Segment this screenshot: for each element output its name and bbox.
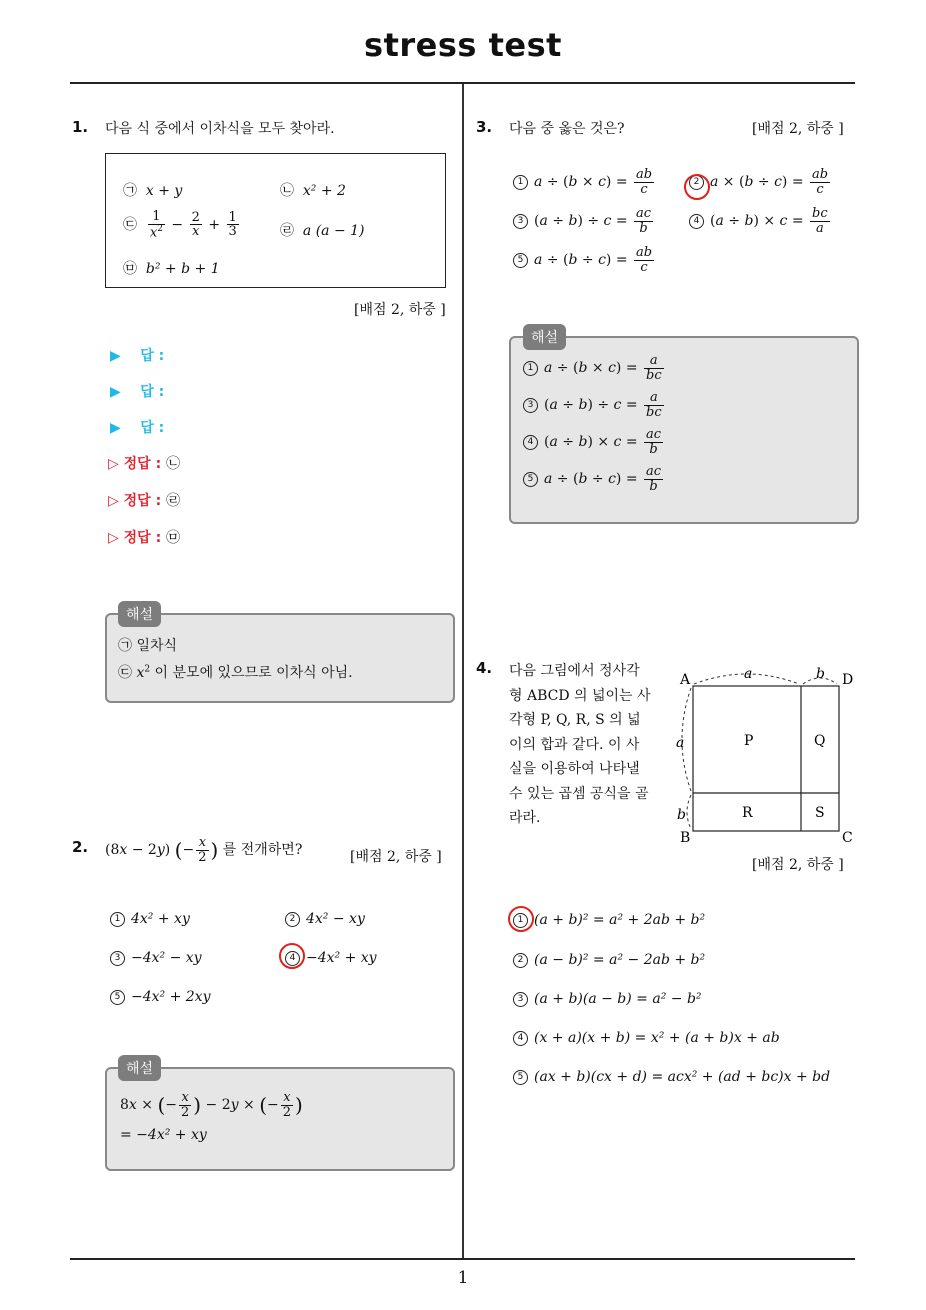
q3-solution-line2: 3 (a ÷ b) ÷ c = $\frac{a}{bc}$ xyxy=(523,391,666,419)
q2-score: [배점 2, 하중 ] xyxy=(350,849,442,865)
q1-option-1 xyxy=(123,180,182,200)
q3-solution-line3: 4 (a ÷ b) × c = $\frac{ac}{b}$ xyxy=(523,428,665,456)
q4-score: [배점 2, 하중 ] xyxy=(752,857,844,873)
q1-solution-line1: ㉠ 일차식 xyxy=(118,638,178,654)
outline-arrow-icon: ▷ xyxy=(108,456,119,472)
corner-d: D xyxy=(842,672,854,688)
q1-answer-blank-label: 답 : xyxy=(140,348,165,364)
column-divider xyxy=(462,84,464,1258)
q3-solution-label: 해설 xyxy=(523,324,566,350)
circled-2-icon: 2 xyxy=(689,175,704,190)
q1-solution-box xyxy=(105,613,455,703)
q1-options-box xyxy=(105,153,446,288)
bottom-rule xyxy=(70,1258,855,1260)
circled-4-icon: 4 xyxy=(689,214,704,229)
q4-option-3: 3 (a + b)(a − b) = a² − b² xyxy=(513,991,702,1007)
q4-text: 다음 그림에서 정사각 형 ABCD 의 넓이는 사 각형 P, Q, R, S 의 넓 이의 합과 같다. 이 사 실을 이용하여 나타낼 수 있는 곱셈 공식을 골 라라. xyxy=(509,663,651,826)
q2-solution-line1: 8x × (− $\frac{x}{2}$ ) − 2y × (− $\frac{x}{2}$ ) xyxy=(120,1090,303,1120)
label-left-b: b xyxy=(677,807,686,823)
q2-option-2: 2 4x² − xy xyxy=(285,911,365,927)
q1-option-3-frac2: $\frac{2}{x}$ xyxy=(191,209,200,240)
brace-left-b xyxy=(687,795,691,829)
region-r: R xyxy=(742,805,753,821)
circled-1-icon: 1 xyxy=(513,913,528,928)
q1-correct-label: 정답 : xyxy=(123,456,162,472)
q2-number: 2. xyxy=(72,838,89,856)
q4-option-5: 5 (ax + b)(cx + d) = acx² + (ad + bc)x + bd xyxy=(513,1069,830,1085)
corner-c: C xyxy=(842,830,853,845)
q1-option-3-marker: ㉢ xyxy=(123,216,137,233)
label-left-a: a xyxy=(676,735,685,751)
play-arrow-icon: ▶ xyxy=(110,420,121,436)
q1-correct-value: ㉡ xyxy=(166,456,181,472)
q1-score: [배점 2, 하중 ] xyxy=(354,302,446,318)
play-arrow-icon: ▶ xyxy=(110,384,121,400)
q1-option-2-marker: ㉡ xyxy=(280,183,294,199)
q1-text: 다음 식 중에서 이차식을 모두 찾아라. xyxy=(105,121,335,137)
corner-b: B xyxy=(680,830,691,845)
q1-option-3-frac1: $\frac{1}{x^2}$ xyxy=(149,209,163,240)
q1-answer-blank-2 xyxy=(110,381,164,401)
q1-correct-value: ㉤ xyxy=(166,530,181,546)
q3-option-3: 3 (a ÷ b) ÷ c = $\frac{ac}{b}$ xyxy=(513,207,655,235)
circled-3-icon: 3 xyxy=(513,214,528,229)
circled-4-icon: 4 xyxy=(285,951,300,966)
q3-solution-line1: 1 a ÷ (b × c) = $\frac{a}{bc}$ xyxy=(523,354,666,382)
q3-score: [배점 2, 하중 ] xyxy=(752,121,844,137)
q3-solution-box xyxy=(509,336,859,524)
q4-answer-mark-icon xyxy=(508,906,534,932)
q2-option-5: 5 −4x² + 2xy xyxy=(110,989,211,1005)
q1-correct-1 xyxy=(108,453,180,473)
q3-option-2: 2 a × (b ÷ c) = $\frac{ab}{c}$ xyxy=(689,168,832,196)
region-s: S xyxy=(815,805,825,821)
page-title: stress test xyxy=(364,26,562,64)
q3-answer-mark-icon xyxy=(684,174,710,200)
circled-2-icon: 2 xyxy=(285,912,300,927)
outline-arrow-icon: ▷ xyxy=(108,530,119,546)
q1-correct-value: ㉣ xyxy=(166,493,181,509)
circled-2-icon: 2 xyxy=(513,953,528,968)
q1-option-4-expr: a (a − 1) xyxy=(302,223,365,239)
q1-correct-2 xyxy=(108,490,180,510)
q1-option-4 xyxy=(280,220,365,240)
q1-option-3: ㉢ $\frac{1}{x^2}$ − $\frac{2}{x}$ + $\frac{1}{3}$ xyxy=(123,209,237,240)
q2-solution-line2: = −4x² + xy xyxy=(120,1127,207,1143)
q4-option-1: 1 (a + b)² = a² + 2ab + b² xyxy=(513,912,705,928)
q1-correct-label: 정답 : xyxy=(123,493,162,509)
q1-option-1-marker: ㉠ xyxy=(123,183,137,199)
q2-option-4: 4 −4x² + xy xyxy=(285,950,377,966)
q3-option-4: 4 (a ÷ b) × c = $\frac{bc}{a}$ xyxy=(689,207,832,235)
q1-answer-blank-1 xyxy=(110,345,164,365)
q4-number: 4. xyxy=(476,659,493,677)
q4-square-diagram xyxy=(670,660,860,845)
circled-5-icon: 5 xyxy=(513,1070,528,1085)
q3-text: 다음 중 옳은 것은? xyxy=(509,121,625,137)
q2-option-3: 3 −4x² − xy xyxy=(110,950,202,966)
circled-3-icon: 3 xyxy=(513,992,528,1007)
q1-option-3-frac3: $\frac{1}{3}$ xyxy=(228,209,237,240)
q2-answer-mark-icon xyxy=(279,943,305,969)
outline-arrow-icon: ▷ xyxy=(108,493,119,509)
play-arrow-icon: ▶ xyxy=(110,348,121,364)
page-number: 1 xyxy=(457,1268,469,1288)
q1-solution-text: 이 분모에 있으므로 이차식 아님. xyxy=(154,665,353,681)
q1-solution-line2: ㉢ $x^2$ 이 분모에 있으므로 이차식 아님. xyxy=(118,664,353,681)
q3-option-5: 5 a ÷ (b ÷ c) = $\frac{ab}{c}$ xyxy=(513,246,656,274)
q1-number: 1. xyxy=(72,118,89,136)
q1-answer-blank-label: 답 : xyxy=(140,384,165,400)
q1-option-2-expr: x² + 2 xyxy=(302,183,346,199)
q4-option-2: 2 (a − b)² = a² − 2ab + b² xyxy=(513,952,705,968)
q1-correct-3 xyxy=(108,527,180,547)
label-top-b: b xyxy=(816,666,825,682)
region-p: P xyxy=(744,733,754,749)
q2-solution-box xyxy=(105,1067,455,1171)
label-top-a: a xyxy=(744,666,753,682)
region-q: Q xyxy=(814,733,826,749)
q2-text-post: 를 전개하면? xyxy=(222,842,303,859)
q1-option-4-marker: ㉣ xyxy=(280,223,294,239)
q1-solution-marker: ㉢ xyxy=(118,665,132,681)
q1-option-5-expr: b² + b + 1 xyxy=(145,261,220,277)
q3-option-1: 1 a ÷ (b × c) = $\frac{ab}{c}$ xyxy=(513,168,656,196)
q3-solution-line4: 5 a ÷ (b ÷ c) = $\frac{ac}{b}$ xyxy=(523,465,665,493)
q4-option-4: 4 (x + a)(x + b) = x² + (a + b)x + ab xyxy=(513,1030,780,1046)
q1-answer-blank-3 xyxy=(110,417,164,437)
circled-3-icon: 3 xyxy=(110,951,125,966)
q1-option-5-marker: ㉤ xyxy=(123,261,137,277)
circled-1-icon: 1 xyxy=(513,175,528,190)
q2-text: (8x − 2y) (− $\frac{x}{2}$ ) 를 전개하면? xyxy=(105,835,303,865)
q2-solution-label: 해설 xyxy=(118,1055,161,1081)
circled-5-icon: 5 xyxy=(110,990,125,1005)
q1-option-1-expr: x + y xyxy=(145,183,183,199)
circled-1-icon: 1 xyxy=(110,912,125,927)
q3-number: 3. xyxy=(476,118,493,136)
q1-solution-label: 해설 xyxy=(118,601,161,627)
corner-a: A xyxy=(680,672,691,688)
circled-4-icon: 4 xyxy=(513,1031,528,1046)
circled-5-icon: 5 xyxy=(513,253,528,268)
q2-option-1: 1 4x² + xy xyxy=(110,911,190,927)
q1-option-2 xyxy=(280,180,346,200)
q1-correct-label: 정답 : xyxy=(123,530,162,546)
q1-answer-blank-label: 답 : xyxy=(140,420,165,436)
q1-option-5 xyxy=(123,258,220,278)
